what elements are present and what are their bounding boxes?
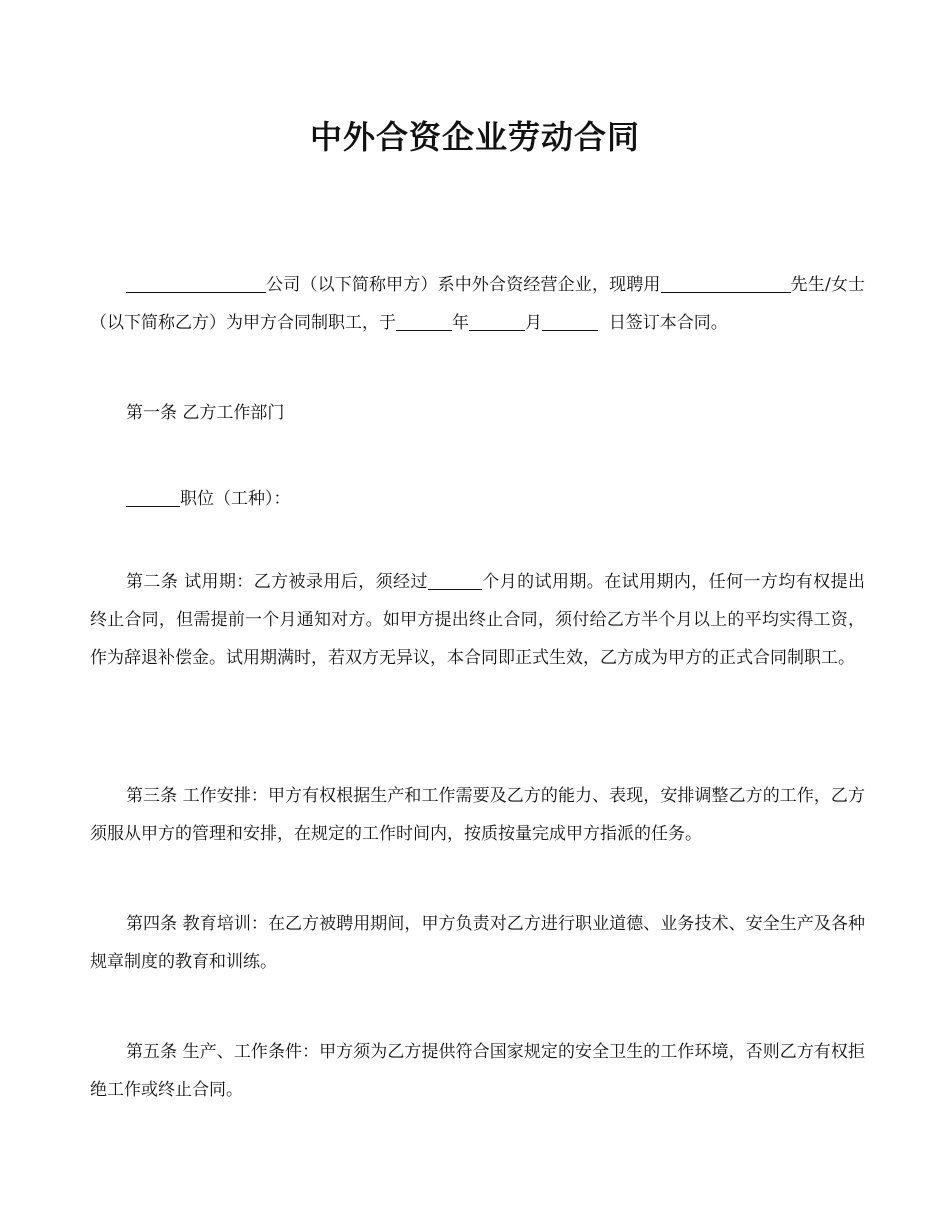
article1-heading: 第一条 乙方工作部门: [126, 403, 285, 423]
article2-text-2: 个月的试用期。在试用期内，任何一方均有权提出终止合同，但需提前一个月通知对方。如甲方提出终止合同，须付给乙方半个月以上的平均实得工资，作为辞退补偿金。试用期满时，若双方无异议，本合同即正式生效，乙方成为甲方的正式合同制职工。: [90, 572, 866, 668]
article2-text-1: 第二条 试用期：乙方被录用后，须经过: [126, 572, 428, 592]
probation-months-blank[interactable]: [428, 569, 482, 590]
month-label: 月: [525, 313, 542, 333]
intro-paragraph: [90, 266, 865, 342]
company-name-blank[interactable]: [126, 272, 266, 293]
year-blank[interactable]: [396, 310, 452, 331]
department-blank[interactable]: [126, 486, 180, 507]
employee-name-blank[interactable]: [661, 272, 791, 293]
day-blank[interactable]: [542, 310, 598, 331]
article1-position: [90, 480, 865, 518]
intro-text-1: 公司（以下简称甲方）系中外合资经营企业，现聘用: [266, 275, 661, 295]
intro-text-3: 日签订本合同。: [608, 313, 728, 333]
article4-paragraph: 第四条 教育培训：在乙方被聘用期间，甲方负责对乙方进行职业道德、业务技术、安全生产及各种规章制度的教育和训练。: [90, 914, 865, 972]
year-label: 年: [452, 313, 469, 333]
article2-paragraph: [90, 563, 865, 677]
intro-text-2: 先生/女士（以下简称乙方）为甲方合同制职工，于: [90, 275, 865, 333]
article5-paragraph: 第五条 生产、工作条件：甲方须为乙方提供符合国家规定的安全卫生的工作环境，否则乙方有权拒绝工作或终止合同。: [90, 1042, 865, 1100]
month-blank[interactable]: [469, 310, 525, 331]
document-title: 中外合资企业劳动合同: [309, 118, 640, 156]
article3-paragraph: 第三条 工作安排：甲方有权根据生产和工作需要及乙方的能力、表现，安排调整乙方的工作，乙方须服从甲方的管理和安排，在规定的工作时间内，按质按量完成甲方指派的任务。: [90, 786, 865, 844]
position-label: 职位（工种）：: [180, 489, 291, 509]
